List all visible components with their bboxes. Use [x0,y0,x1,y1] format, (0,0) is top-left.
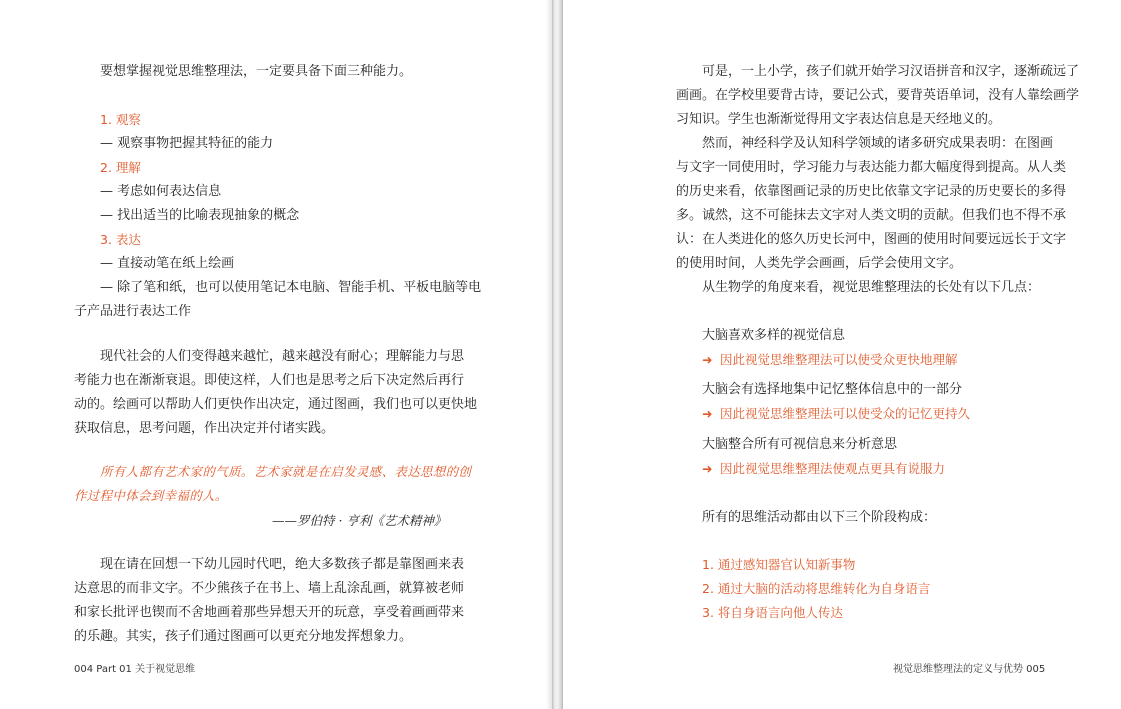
paragraph-line: 现代社会的人们变得越来越忙，越来越没有耐心；理解能力与思 [100,349,465,364]
ability-point: — 除了笔和纸，也可以使用笔记本电脑、智能手机、平板电脑等电 [100,280,482,295]
paragraph-line: 和家长批评也锲而不舍地画着那些异想天开的玩意，享受着画画带来 [74,605,465,620]
stages-intro: 所有的思维活动都由以下三个阶段构成： [702,510,937,525]
benefit-result [702,402,970,426]
ability-point-continued: 子产品进行表达工作 [74,304,192,319]
benefit-result-text: 因此视觉思维整理法使观点更具有说服力 [720,461,946,476]
page-footer-right: 视觉思维整理法的定义与优势 005 [893,664,1046,675]
paragraph-line: 的乐趣。其实，孩子们通过图画可以更充分地发挥想象力。 [74,629,413,644]
arrow-right-icon: ➜ [702,461,713,476]
benefit-fact: 大脑喜欢多样的视觉信息 [702,328,846,343]
benefit-fact: 大脑整合所有可视信息来分析意思 [702,437,898,452]
book-gutter [552,0,563,709]
paragraph-line: 多。诚然，这不可能抹去文字对人类文明的贡献。但我们也不得不承 [676,208,1067,223]
paragraph-line: 考能力也在渐渐衰退。即使这样，人们也是思考之后下决定然后再行 [74,373,465,388]
benefit-result [702,348,958,372]
paragraph-line: 动的。绘画可以帮助人们更快作出决定，通过图画，我们也可以更快地 [74,397,478,412]
paragraph-line: 的使用时间，人类先学会画画，后学会使用文字。 [676,256,963,271]
paragraph-line: 从生物学的角度来看，视觉思维整理法的长处有以下几点： [702,280,1041,295]
quote-line: 作过程中体会到幸福的人。 [74,488,228,503]
ability-heading-observe: 1. 观察 [100,112,141,127]
paragraph-line: 画画。在学校里要背古诗，要记公式，要背英语单词，没有人靠绘画学 [676,88,1080,103]
arrow-right-icon: ➜ [702,406,713,421]
stage-item: 2. 通过大脑的活动将思维转化为自身语言 [702,581,931,596]
gutter-shadow [546,0,552,709]
paragraph-line: 现在请在回想一下幼儿园时代吧，绝大多数孩子都是靠图画来表 [100,557,465,572]
page-footer-left: 004 Part 01 关于视觉思维 [74,664,196,675]
ability-point: — 考虑如何表达信息 [100,184,222,199]
ability-heading-understand: 2. 理解 [100,160,141,175]
intro-text: 要想掌握视觉思维整理法，一定要具备下面三种能力。 [100,64,413,79]
benefit-result [702,457,945,481]
benefit-result-text: 因此视觉思维整理法可以使受众的记忆更持久 [720,406,971,421]
stage-item: 1. 通过感知器官认知新事物 [702,557,856,572]
paragraph-line: 可是，一上小学，孩子们就开始学习汉语拼音和汉字，逐渐疏远了 [702,64,1080,79]
quote-line: 所有人都有艺术家的气质。艺术家就是在启发灵感、表达思想的创 [100,464,472,479]
ability-point: — 观察事物把握其特征的能力 [100,136,274,151]
ability-point: — 找出适当的比喻表现抽象的概念 [100,208,300,223]
paragraph-line: 获取信息，思考问题，作出决定并付诸实践。 [74,421,335,436]
paragraph-line: 认：在人类进化的悠久历史长河中，图画的使用时间要远远长于文字 [676,232,1067,247]
ability-heading-express: 3. 表达 [100,232,141,247]
paragraph-line: 与文字一同使用时，学习能力与表达能力都大幅度得到提高。从人类 [676,160,1067,175]
benefit-fact: 大脑会有选择地集中记忆整体信息中的一部分 [702,382,963,397]
right-page [563,0,1121,709]
paragraph-line: 达意思的而非文字。不少熊孩子在书上、墙上乱涂乱画，就算被老师 [74,581,465,596]
paragraph-line: 的历史来看，依靠图画记录的历史比依靠文字记录的历史要长的多得 [676,184,1067,199]
paragraph-line: 然而，神经科学及认知科学领域的诸多研究成果表明：在图画 [702,136,1054,151]
left-page [0,0,552,709]
quote-attribution: ——罗伯特 · 亨利《艺术精神》 [272,513,447,528]
ability-point: — 直接动笔在纸上绘画 [100,256,235,271]
stage-item: 3. 将自身语言向他人传达 [702,605,843,620]
paragraph-line: 习知识。学生也渐渐觉得用文字表达信息是天经地义的。 [676,112,1002,127]
arrow-right-icon: ➜ [702,352,713,367]
benefit-result-text: 因此视觉思维整理法可以使受众更快地理解 [720,352,958,367]
